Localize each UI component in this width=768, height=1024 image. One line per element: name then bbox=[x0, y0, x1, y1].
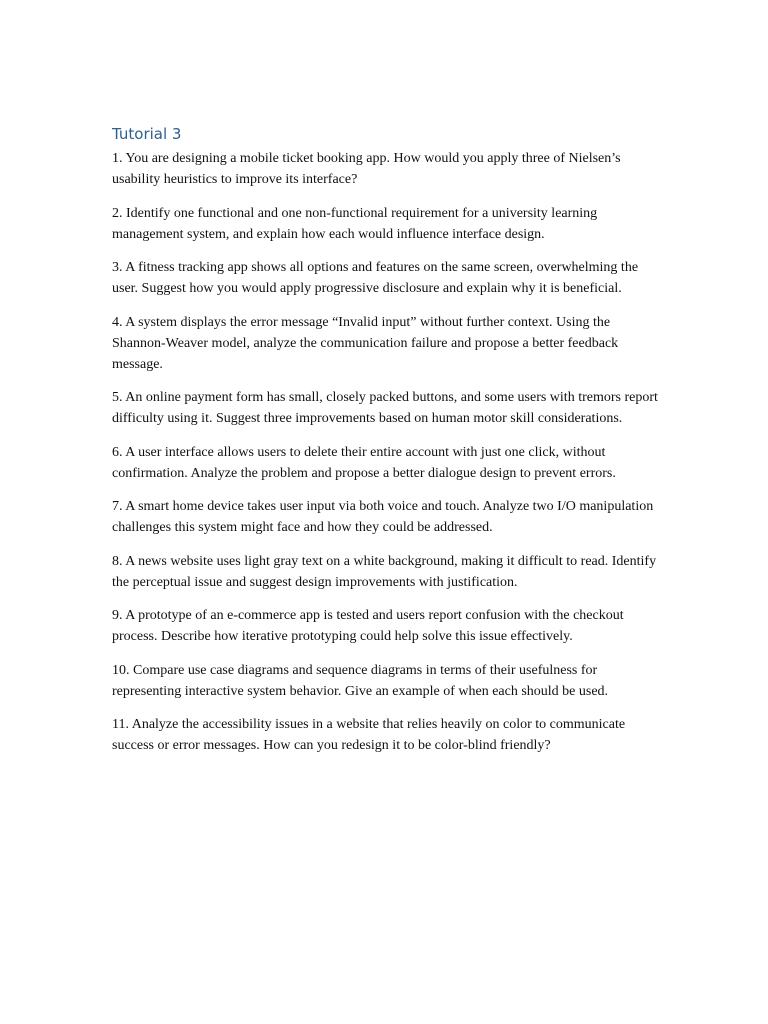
question-8: 8. A news website uses light gray text on a white background, making it difficult to read. Identify the perceptual issue and suggest design improvements with justification. bbox=[112, 553, 657, 590]
question-6: 6. A user interface allows users to delete their entire account with just one click, without confirmation. Analyze the problem and propose a better dialogue design to prevent errors. bbox=[112, 444, 616, 481]
page-title: Tutorial 3 bbox=[112, 125, 182, 143]
question-9: 9. A prototype of an e-commerce app is tested and users report confusion with the checkout process. Describe how iterative prototyping could help solve this issue effectively. bbox=[112, 608, 624, 644]
question-5: 5. An online payment form has small, closely packed buttons, and some users with tremors report difficulty using it. Suggest three improvements based on human motor skill considerations. bbox=[112, 390, 658, 426]
question-11: 11. Analyze the accessibility issues in a website that relies heavily on color to communicate success or error messages. How can you redesign it to be color-blind friendly? bbox=[112, 717, 626, 753]
question-2: 2. Identify one functional and one non-functional requirement for a university learning management system, and explain how each would influence interface design. bbox=[112, 205, 598, 242]
question-7: 7. A smart home device takes user input via both voice and touch. Analyze two I/O manipulation challenges this system might face and how they could be addressed. bbox=[112, 499, 654, 535]
question-4: 4. A system displays the error message “Invalid input” without further context. Using the Shannon-Weaver model, analyze the communication failure and propose a better feedback message. bbox=[112, 314, 619, 372]
question-3: 3. A fitness tracking app shows all options and features on the same screen, overwhelming the user. Suggest how you would apply progressive disclosure and explain why it is beneficial. bbox=[112, 260, 639, 296]
question-1: 1. You are designing a mobile ticket booking app. How would you apply three of Nielsen’s usability heuristics to improve its interface? bbox=[112, 151, 621, 187]
document-page bbox=[112, 124, 662, 769]
question-10: 10. Compare use case diagrams and sequence diagrams in terms of their usefulness for representing interactive system behavior. Give an example of when each should be used. bbox=[112, 662, 609, 699]
